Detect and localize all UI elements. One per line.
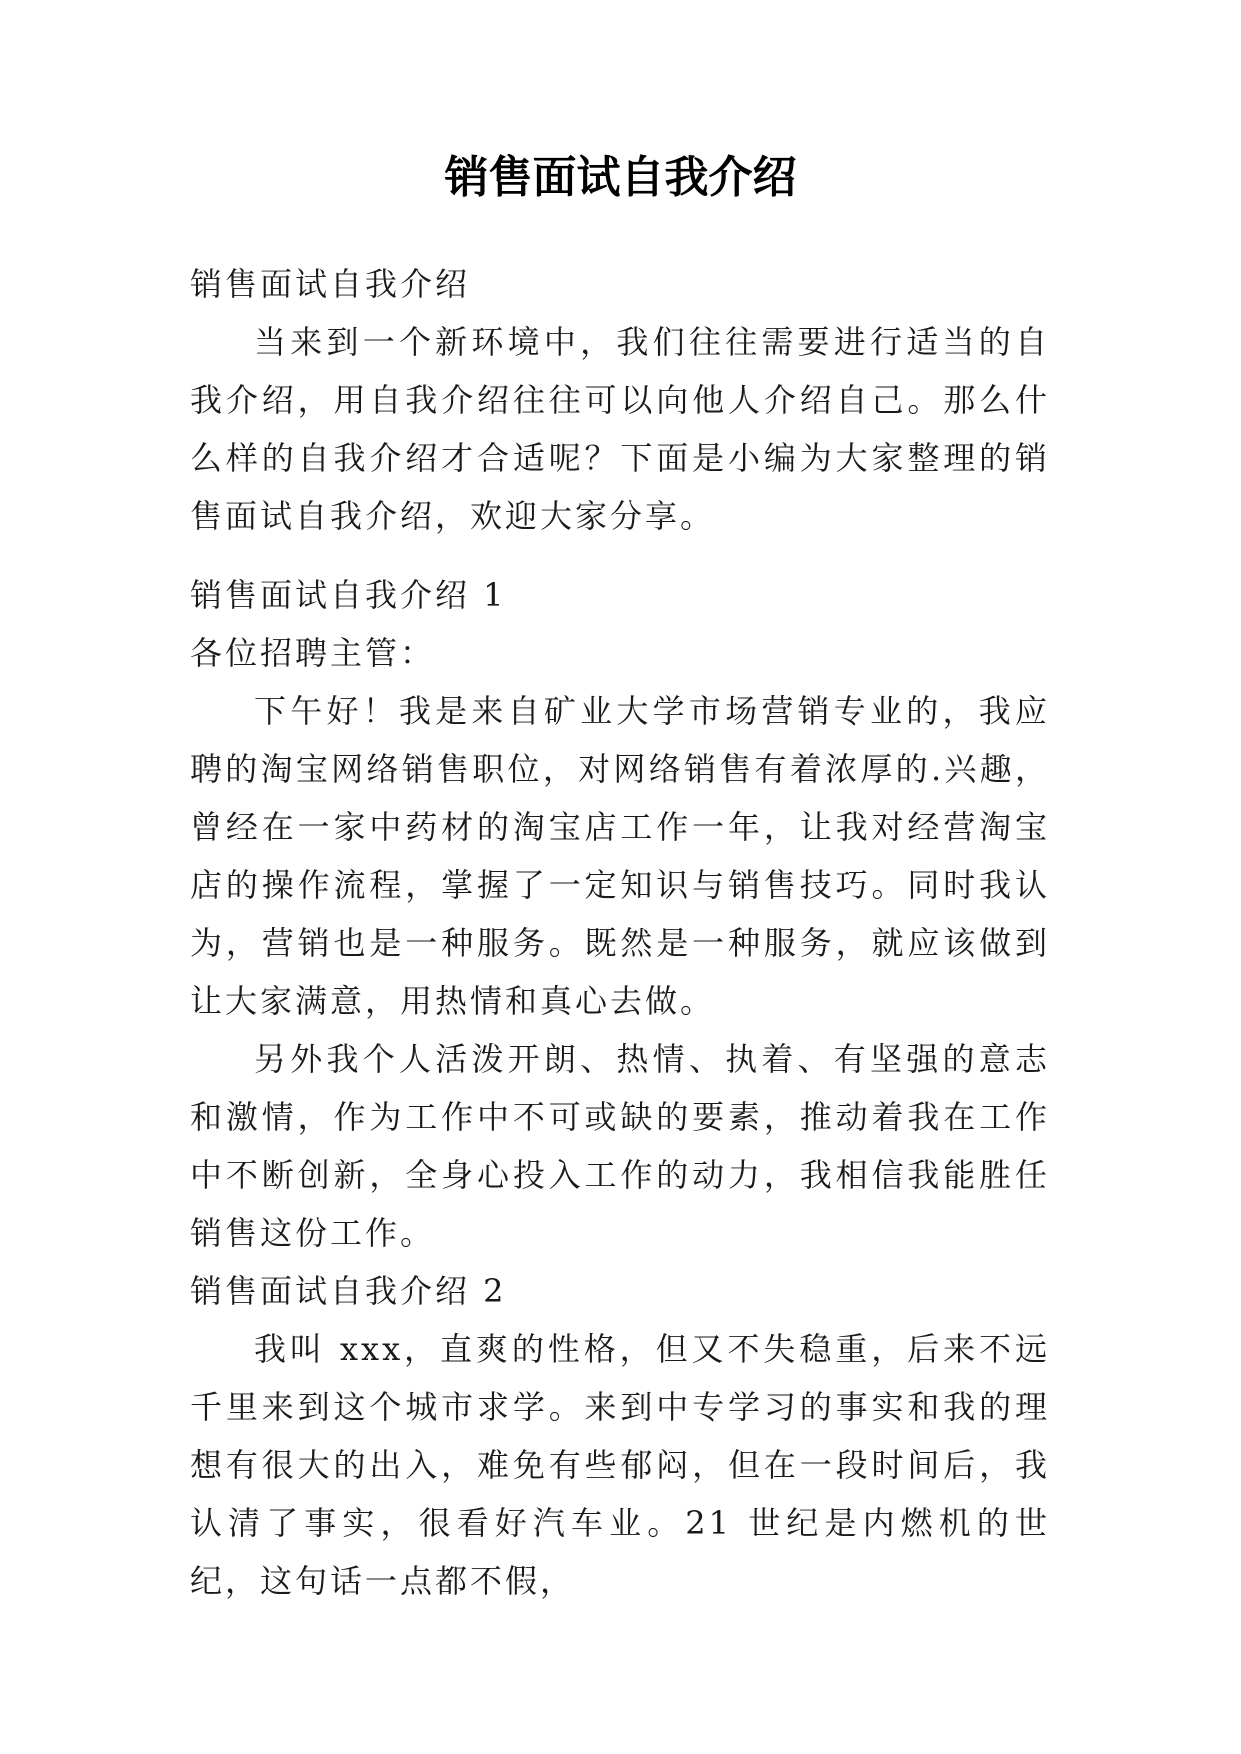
intro-heading: 销售面试自我介绍 xyxy=(190,265,471,303)
section-1-paragraph-1: 下午好！我是来自矿业大学市场营销专业的，我应聘的淘宝网络销售职位，对网络销售有着浓厚的.兴趣，曾经在一家中药材的淘宝店工作一年，让我对经营淘宝店的操作流程，掌握了一定知识与销售技巧。同时我认为，营销也是一种服务。既然是一种服务，就应该做到让大家满意，用热情和真心去做。 xyxy=(190,692,1050,1020)
section-2-heading: 销售面试自我介绍 2 xyxy=(190,1272,507,1310)
section-1 xyxy=(190,566,1050,1610)
section-1-salutation: 各位招聘主管： xyxy=(190,634,436,672)
intro-paragraph: 当来到一个新环境中，我们往往需要进行适当的自我介绍，用自我介绍往往可以向他人介绍自己。那么什么样的自我介绍才合适呢？下面是小编为大家整理的销售面试自我介绍，欢迎大家分享。 xyxy=(190,323,1050,535)
section-1-paragraph-2: 另外我个人活泼开朗、热情、执着、有坚强的意志和激情，作为工作中不可或缺的要素，推动着我在工作中不断创新，全身心投入工作的动力，我相信我能胜任销售这份工作。 xyxy=(190,1040,1050,1252)
document-title: 销售面试自我介绍 xyxy=(444,152,797,203)
intro-block xyxy=(190,255,1050,545)
section-1-heading: 销售面试自我介绍 1 xyxy=(190,576,507,614)
section-2-paragraph-1: 我叫 xxx，直爽的性格，但又不失稳重，后来不远千里来到这个城市求学。来到中专学习的事实和我的理想有很大的出入，难免有些郁闷，但在一段时间后，我认清了事实，很看好汽车业。21 世纪是内燃机的世纪，这句话一点都不假， xyxy=(190,1330,1050,1600)
